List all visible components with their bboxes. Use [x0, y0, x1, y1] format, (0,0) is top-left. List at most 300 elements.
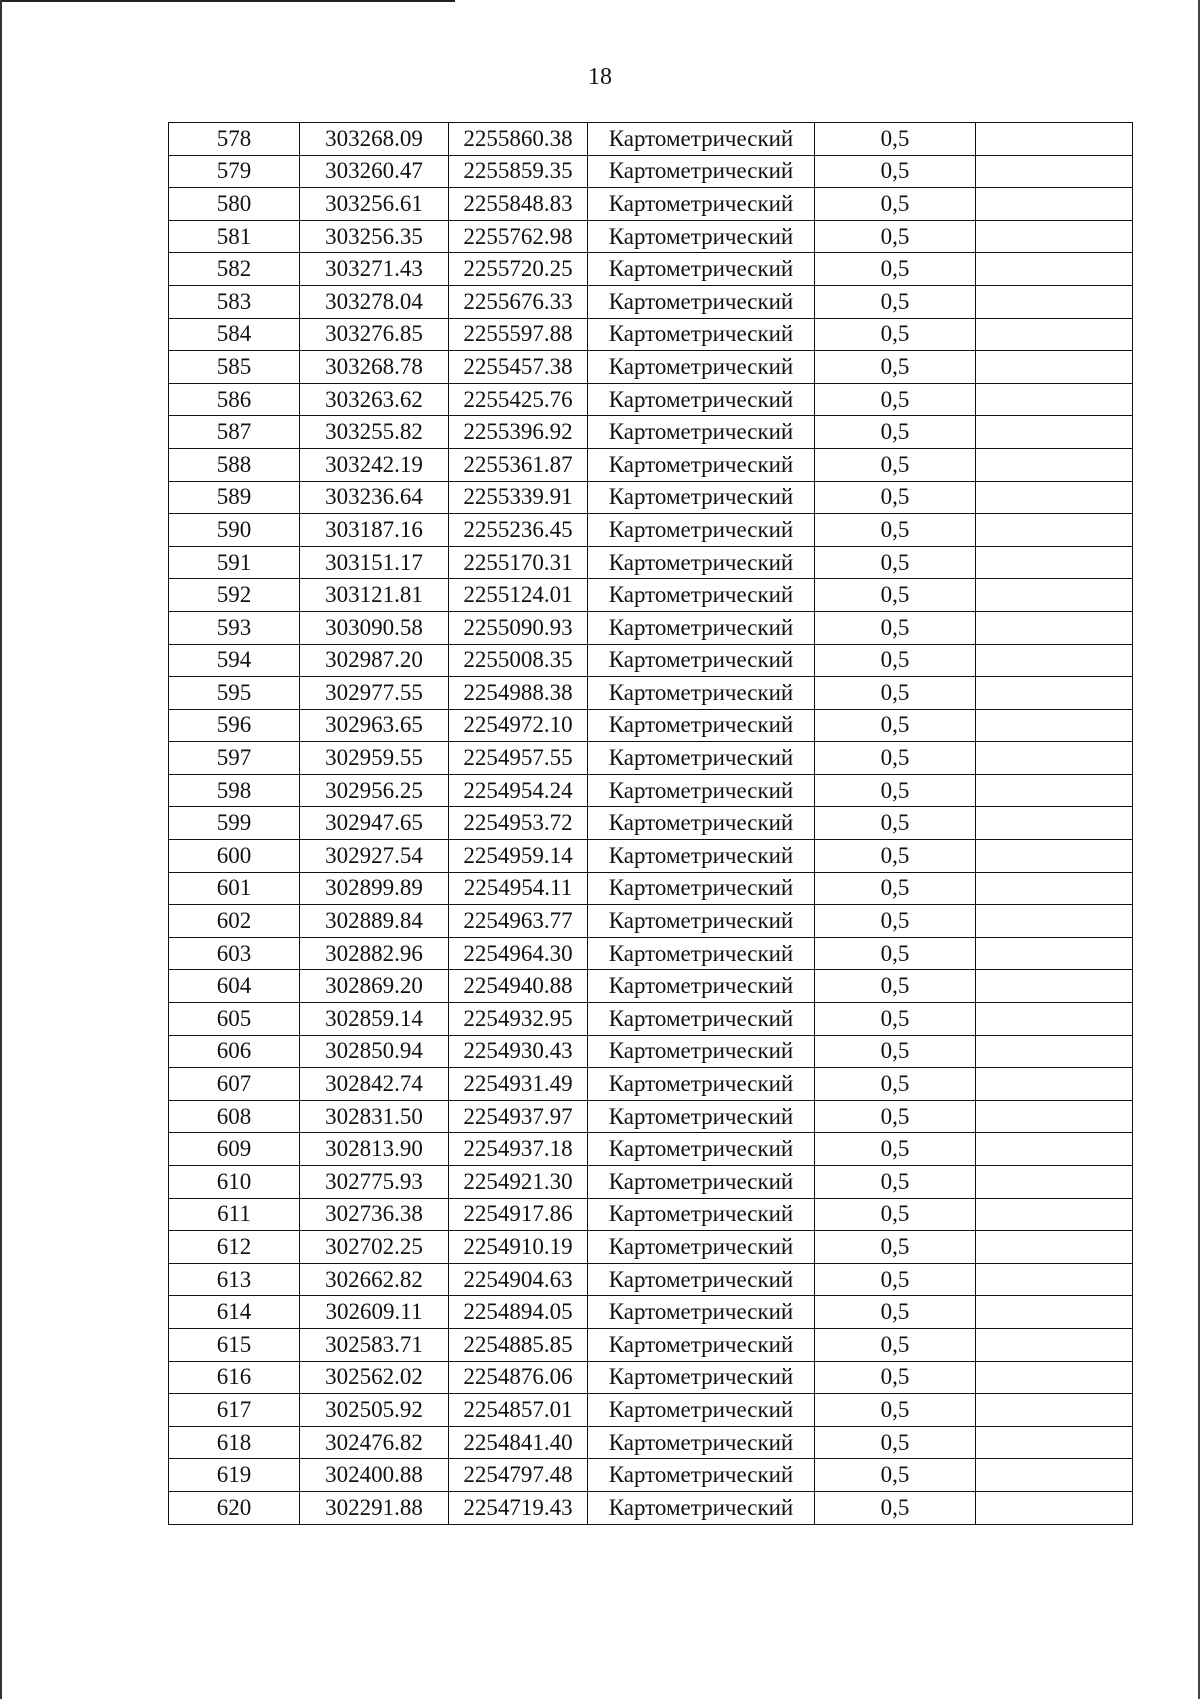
- accuracy-cell: 0,5: [815, 709, 976, 742]
- x-coordinate-cell: 302583.71: [300, 1328, 449, 1361]
- method-cell: Картометрический: [588, 123, 815, 156]
- point-number-cell: 592: [169, 579, 300, 612]
- table-row: [169, 1459, 1133, 1492]
- y-coordinate-cell: 2254894.05: [449, 1296, 588, 1329]
- table-row: [169, 1426, 1133, 1459]
- method-cell: Картометрический: [588, 1361, 815, 1394]
- point-number-cell: 594: [169, 644, 300, 677]
- accuracy-cell: 0,5: [815, 481, 976, 514]
- y-coordinate-cell: 2255339.91: [449, 481, 588, 514]
- note-cell: [976, 1198, 1133, 1231]
- x-coordinate-cell: 303121.81: [300, 579, 449, 612]
- accuracy-cell: 0,5: [815, 383, 976, 416]
- note-cell: [976, 318, 1133, 351]
- note-cell: [976, 514, 1133, 547]
- y-coordinate-cell: 2255720.25: [449, 253, 588, 286]
- y-coordinate-cell: 2255762.98: [449, 220, 588, 253]
- y-coordinate-cell: 2255425.76: [449, 383, 588, 416]
- accuracy-cell: 0,5: [815, 579, 976, 612]
- y-coordinate-cell: 2255848.83: [449, 188, 588, 221]
- method-cell: Картометрический: [588, 383, 815, 416]
- table-row: [169, 1394, 1133, 1427]
- method-cell: Картометрический: [588, 872, 815, 905]
- note-cell: [976, 1361, 1133, 1394]
- note-cell: [976, 1231, 1133, 1264]
- x-coordinate-cell: 303242.19: [300, 448, 449, 481]
- accuracy-cell: 0,5: [815, 285, 976, 318]
- table-row: [169, 188, 1133, 221]
- point-number-cell: 608: [169, 1100, 300, 1133]
- x-coordinate-cell: 303278.04: [300, 285, 449, 318]
- note-cell: [976, 970, 1133, 1003]
- method-cell: Картометрический: [588, 448, 815, 481]
- accuracy-cell: 0,5: [815, 1459, 976, 1492]
- point-number-cell: 582: [169, 253, 300, 286]
- x-coordinate-cell: 302813.90: [300, 1133, 449, 1166]
- y-coordinate-cell: 2254876.06: [449, 1361, 588, 1394]
- method-cell: Картометрический: [588, 546, 815, 579]
- accuracy-cell: 0,5: [815, 1394, 976, 1427]
- point-number-cell: 609: [169, 1133, 300, 1166]
- y-coordinate-cell: 2255597.88: [449, 318, 588, 351]
- note-cell: [976, 905, 1133, 938]
- accuracy-cell: 0,5: [815, 318, 976, 351]
- table-row: [169, 481, 1133, 514]
- y-coordinate-cell: 2254931.49: [449, 1068, 588, 1101]
- table-row: [169, 970, 1133, 1003]
- point-number-cell: 601: [169, 872, 300, 905]
- y-coordinate-cell: 2254930.43: [449, 1035, 588, 1068]
- method-cell: Картометрический: [588, 1198, 815, 1231]
- method-cell: Картометрический: [588, 807, 815, 840]
- point-number-cell: 588: [169, 448, 300, 481]
- table-row: [169, 1491, 1133, 1524]
- method-cell: Картометрический: [588, 1394, 815, 1427]
- method-cell: Картометрический: [588, 1133, 815, 1166]
- note-cell: [976, 742, 1133, 775]
- accuracy-cell: 0,5: [815, 1263, 976, 1296]
- x-coordinate-cell: 303236.64: [300, 481, 449, 514]
- y-coordinate-cell: 2254954.24: [449, 774, 588, 807]
- note-cell: [976, 481, 1133, 514]
- accuracy-cell: 0,5: [815, 1426, 976, 1459]
- point-number-cell: 583: [169, 285, 300, 318]
- point-number-cell: 616: [169, 1361, 300, 1394]
- table-row: [169, 579, 1133, 612]
- table-row: [169, 1328, 1133, 1361]
- method-cell: Картометрический: [588, 1100, 815, 1133]
- method-cell: Картометрический: [588, 1068, 815, 1101]
- note-cell: [976, 546, 1133, 579]
- point-number-cell: 597: [169, 742, 300, 775]
- accuracy-cell: 0,5: [815, 644, 976, 677]
- table-row: [169, 123, 1133, 156]
- point-number-cell: 595: [169, 677, 300, 710]
- accuracy-cell: 0,5: [815, 1100, 976, 1133]
- method-cell: Картометрический: [588, 318, 815, 351]
- coordinates-table: [168, 122, 1133, 1525]
- table-row: [169, 253, 1133, 286]
- table-row: [169, 840, 1133, 873]
- y-coordinate-cell: 2254953.72: [449, 807, 588, 840]
- note-cell: [976, 1426, 1133, 1459]
- note-cell: [976, 872, 1133, 905]
- point-number-cell: 619: [169, 1459, 300, 1492]
- x-coordinate-cell: 302702.25: [300, 1231, 449, 1264]
- accuracy-cell: 0,5: [815, 546, 976, 579]
- x-coordinate-cell: 302736.38: [300, 1198, 449, 1231]
- x-coordinate-cell: 303260.47: [300, 155, 449, 188]
- y-coordinate-cell: 2254972.10: [449, 709, 588, 742]
- y-coordinate-cell: 2255124.01: [449, 579, 588, 612]
- y-coordinate-cell: 2255457.38: [449, 351, 588, 384]
- point-number-cell: 593: [169, 611, 300, 644]
- accuracy-cell: 0,5: [815, 1491, 976, 1524]
- accuracy-cell: 0,5: [815, 1231, 976, 1264]
- point-number-cell: 584: [169, 318, 300, 351]
- table-row: [169, 1133, 1133, 1166]
- method-cell: Картометрический: [588, 677, 815, 710]
- accuracy-cell: 0,5: [815, 1198, 976, 1231]
- x-coordinate-cell: 302775.93: [300, 1166, 449, 1199]
- accuracy-cell: 0,5: [815, 611, 976, 644]
- note-cell: [976, 807, 1133, 840]
- method-cell: Картометрический: [588, 481, 815, 514]
- table-row: [169, 1166, 1133, 1199]
- x-coordinate-cell: 303263.62: [300, 383, 449, 416]
- method-cell: Картометрический: [588, 905, 815, 938]
- y-coordinate-cell: 2254959.14: [449, 840, 588, 873]
- y-coordinate-cell: 2255170.31: [449, 546, 588, 579]
- y-coordinate-cell: 2254940.88: [449, 970, 588, 1003]
- table-row: [169, 1263, 1133, 1296]
- x-coordinate-cell: 302959.55: [300, 742, 449, 775]
- y-coordinate-cell: 2254954.11: [449, 872, 588, 905]
- point-number-cell: 617: [169, 1394, 300, 1427]
- accuracy-cell: 0,5: [815, 1166, 976, 1199]
- accuracy-cell: 0,5: [815, 677, 976, 710]
- point-number-cell: 603: [169, 937, 300, 970]
- method-cell: Картометрический: [588, 1426, 815, 1459]
- method-cell: Картометрический: [588, 742, 815, 775]
- y-coordinate-cell: 2254857.01: [449, 1394, 588, 1427]
- table-row: [169, 1035, 1133, 1068]
- note-cell: [976, 285, 1133, 318]
- point-number-cell: 580: [169, 188, 300, 221]
- y-coordinate-cell: 2255676.33: [449, 285, 588, 318]
- point-number-cell: 578: [169, 123, 300, 156]
- note-cell: [976, 123, 1133, 156]
- y-coordinate-cell: 2255008.35: [449, 644, 588, 677]
- note-cell: [976, 1100, 1133, 1133]
- y-coordinate-cell: 2254957.55: [449, 742, 588, 775]
- scan-edge-left: [0, 0, 2, 1699]
- point-number-cell: 604: [169, 970, 300, 1003]
- x-coordinate-cell: 303271.43: [300, 253, 449, 286]
- method-cell: Картометрический: [588, 1166, 815, 1199]
- note-cell: [976, 155, 1133, 188]
- table-row: [169, 448, 1133, 481]
- y-coordinate-cell: 2255860.38: [449, 123, 588, 156]
- accuracy-cell: 0,5: [815, 514, 976, 547]
- accuracy-cell: 0,5: [815, 220, 976, 253]
- y-coordinate-cell: 2254921.30: [449, 1166, 588, 1199]
- note-cell: [976, 351, 1133, 384]
- accuracy-cell: 0,5: [815, 742, 976, 775]
- accuracy-cell: 0,5: [815, 188, 976, 221]
- x-coordinate-cell: 302963.65: [300, 709, 449, 742]
- x-coordinate-cell: 302850.94: [300, 1035, 449, 1068]
- point-number-cell: 581: [169, 220, 300, 253]
- accuracy-cell: 0,5: [815, 155, 976, 188]
- method-cell: Картометрический: [588, 188, 815, 221]
- table-row: [169, 644, 1133, 677]
- x-coordinate-cell: 302400.88: [300, 1459, 449, 1492]
- y-coordinate-cell: 2254797.48: [449, 1459, 588, 1492]
- y-coordinate-cell: 2254963.77: [449, 905, 588, 938]
- table-row: [169, 611, 1133, 644]
- point-number-cell: 596: [169, 709, 300, 742]
- accuracy-cell: 0,5: [815, 1035, 976, 1068]
- note-cell: [976, 1459, 1133, 1492]
- note-cell: [976, 253, 1133, 286]
- note-cell: [976, 677, 1133, 710]
- note-cell: [976, 1133, 1133, 1166]
- method-cell: Картометрический: [588, 937, 815, 970]
- x-coordinate-cell: 302291.88: [300, 1491, 449, 1524]
- note-cell: [976, 383, 1133, 416]
- x-coordinate-cell: 303256.61: [300, 188, 449, 221]
- accuracy-cell: 0,5: [815, 351, 976, 384]
- note-cell: [976, 220, 1133, 253]
- accuracy-cell: 0,5: [815, 448, 976, 481]
- y-coordinate-cell: 2255361.87: [449, 448, 588, 481]
- x-coordinate-cell: 302562.02: [300, 1361, 449, 1394]
- point-number-cell: 607: [169, 1068, 300, 1101]
- point-number-cell: 610: [169, 1166, 300, 1199]
- point-number-cell: 612: [169, 1231, 300, 1264]
- x-coordinate-cell: 302987.20: [300, 644, 449, 677]
- y-coordinate-cell: 2255396.92: [449, 416, 588, 449]
- method-cell: Картометрический: [588, 1231, 815, 1264]
- y-coordinate-cell: 2254932.95: [449, 1003, 588, 1036]
- accuracy-cell: 0,5: [815, 1003, 976, 1036]
- x-coordinate-cell: 302899.89: [300, 872, 449, 905]
- note-cell: [976, 709, 1133, 742]
- note-cell: [976, 1263, 1133, 1296]
- method-cell: Картометрический: [588, 1459, 815, 1492]
- method-cell: Картометрический: [588, 774, 815, 807]
- method-cell: Картометрический: [588, 220, 815, 253]
- accuracy-cell: 0,5: [815, 937, 976, 970]
- point-number-cell: 600: [169, 840, 300, 873]
- x-coordinate-cell: 302882.96: [300, 937, 449, 970]
- x-coordinate-cell: 303255.82: [300, 416, 449, 449]
- note-cell: [976, 579, 1133, 612]
- point-number-cell: 579: [169, 155, 300, 188]
- table-row: [169, 1003, 1133, 1036]
- accuracy-cell: 0,5: [815, 872, 976, 905]
- page-number: 18: [588, 64, 612, 90]
- x-coordinate-cell: 302977.55: [300, 677, 449, 710]
- y-coordinate-cell: 2254937.97: [449, 1100, 588, 1133]
- x-coordinate-cell: 302927.54: [300, 840, 449, 873]
- x-coordinate-cell: 302609.11: [300, 1296, 449, 1329]
- accuracy-cell: 0,5: [815, 1361, 976, 1394]
- scan-edge-top: [0, 0, 455, 2]
- accuracy-cell: 0,5: [815, 840, 976, 873]
- table-row: [169, 351, 1133, 384]
- x-coordinate-cell: 302476.82: [300, 1426, 449, 1459]
- note-cell: [976, 937, 1133, 970]
- accuracy-cell: 0,5: [815, 123, 976, 156]
- x-coordinate-cell: 303276.85: [300, 318, 449, 351]
- x-coordinate-cell: 302869.20: [300, 970, 449, 1003]
- note-cell: [976, 1068, 1133, 1101]
- accuracy-cell: 0,5: [815, 807, 976, 840]
- y-coordinate-cell: 2254910.19: [449, 1231, 588, 1264]
- x-coordinate-cell: 302831.50: [300, 1100, 449, 1133]
- y-coordinate-cell: 2254937.18: [449, 1133, 588, 1166]
- point-number-cell: 585: [169, 351, 300, 384]
- x-coordinate-cell: 302662.82: [300, 1263, 449, 1296]
- table-row: [169, 1231, 1133, 1264]
- method-cell: Картометрический: [588, 709, 815, 742]
- y-coordinate-cell: 2254885.85: [449, 1328, 588, 1361]
- note-cell: [976, 774, 1133, 807]
- x-coordinate-cell: 302842.74: [300, 1068, 449, 1101]
- point-number-cell: 618: [169, 1426, 300, 1459]
- method-cell: Картометрический: [588, 644, 815, 677]
- table-row: [169, 1068, 1133, 1101]
- point-number-cell: 602: [169, 905, 300, 938]
- method-cell: Картометрический: [588, 155, 815, 188]
- x-coordinate-cell: 303151.17: [300, 546, 449, 579]
- note-cell: [976, 1394, 1133, 1427]
- table-row: [169, 514, 1133, 547]
- note-cell: [976, 1491, 1133, 1524]
- note-cell: [976, 1035, 1133, 1068]
- note-cell: [976, 611, 1133, 644]
- table-row: [169, 677, 1133, 710]
- accuracy-cell: 0,5: [815, 1133, 976, 1166]
- method-cell: Картометрический: [588, 1003, 815, 1036]
- method-cell: Картометрический: [588, 1328, 815, 1361]
- table-row: [169, 285, 1133, 318]
- point-number-cell: 613: [169, 1263, 300, 1296]
- x-coordinate-cell: 303090.58: [300, 611, 449, 644]
- y-coordinate-cell: 2254904.63: [449, 1263, 588, 1296]
- point-number-cell: 591: [169, 546, 300, 579]
- note-cell: [976, 644, 1133, 677]
- table-row: [169, 807, 1133, 840]
- note-cell: [976, 448, 1133, 481]
- x-coordinate-cell: 303256.35: [300, 220, 449, 253]
- method-cell: Картометрический: [588, 253, 815, 286]
- y-coordinate-cell: 2254964.30: [449, 937, 588, 970]
- table-row: [169, 937, 1133, 970]
- table-row: [169, 318, 1133, 351]
- table-row: [169, 905, 1133, 938]
- note-cell: [976, 840, 1133, 873]
- table-row: [169, 155, 1133, 188]
- method-cell: Картометрический: [588, 1491, 815, 1524]
- accuracy-cell: 0,5: [815, 970, 976, 1003]
- method-cell: Картометрический: [588, 285, 815, 318]
- method-cell: Картометрический: [588, 351, 815, 384]
- method-cell: Картометрический: [588, 514, 815, 547]
- y-coordinate-cell: 2254988.38: [449, 677, 588, 710]
- point-number-cell: 590: [169, 514, 300, 547]
- table-row: [169, 1296, 1133, 1329]
- accuracy-cell: 0,5: [815, 416, 976, 449]
- table-row: [169, 1100, 1133, 1133]
- point-number-cell: 620: [169, 1491, 300, 1524]
- x-coordinate-cell: 303187.16: [300, 514, 449, 547]
- method-cell: Картометрический: [588, 840, 815, 873]
- table-row: [169, 774, 1133, 807]
- accuracy-cell: 0,5: [815, 1296, 976, 1329]
- table-row: [169, 709, 1133, 742]
- method-cell: Картометрический: [588, 970, 815, 1003]
- x-coordinate-cell: 303268.09: [300, 123, 449, 156]
- point-number-cell: 589: [169, 481, 300, 514]
- note-cell: [976, 188, 1133, 221]
- y-coordinate-cell: 2254917.86: [449, 1198, 588, 1231]
- method-cell: Картометрический: [588, 1263, 815, 1296]
- y-coordinate-cell: 2254841.40: [449, 1426, 588, 1459]
- coordinates-table-body: [169, 123, 1133, 1525]
- point-number-cell: 606: [169, 1035, 300, 1068]
- table-row: [169, 1361, 1133, 1394]
- note-cell: [976, 1296, 1133, 1329]
- method-cell: Картометрический: [588, 1296, 815, 1329]
- point-number-cell: 599: [169, 807, 300, 840]
- accuracy-cell: 0,5: [815, 1328, 976, 1361]
- note-cell: [976, 1328, 1133, 1361]
- point-number-cell: 611: [169, 1198, 300, 1231]
- x-coordinate-cell: 302956.25: [300, 774, 449, 807]
- method-cell: Картометрический: [588, 579, 815, 612]
- point-number-cell: 598: [169, 774, 300, 807]
- point-number-cell: 615: [169, 1328, 300, 1361]
- point-number-cell: 614: [169, 1296, 300, 1329]
- x-coordinate-cell: 302947.65: [300, 807, 449, 840]
- x-coordinate-cell: 302889.84: [300, 905, 449, 938]
- method-cell: Картометрический: [588, 611, 815, 644]
- note-cell: [976, 1003, 1133, 1036]
- table-row: [169, 416, 1133, 449]
- point-number-cell: 605: [169, 1003, 300, 1036]
- accuracy-cell: 0,5: [815, 774, 976, 807]
- note-cell: [976, 1166, 1133, 1199]
- accuracy-cell: 0,5: [815, 905, 976, 938]
- method-cell: Картометрический: [588, 416, 815, 449]
- x-coordinate-cell: 303268.78: [300, 351, 449, 384]
- y-coordinate-cell: 2255090.93: [449, 611, 588, 644]
- table-row: [169, 220, 1133, 253]
- table-row: [169, 1198, 1133, 1231]
- note-cell: [976, 416, 1133, 449]
- table-row: [169, 383, 1133, 416]
- y-coordinate-cell: 2254719.43: [449, 1491, 588, 1524]
- y-coordinate-cell: 2255236.45: [449, 514, 588, 547]
- x-coordinate-cell: 302505.92: [300, 1394, 449, 1427]
- y-coordinate-cell: 2255859.35: [449, 155, 588, 188]
- table-row: [169, 872, 1133, 905]
- point-number-cell: 587: [169, 416, 300, 449]
- accuracy-cell: 0,5: [815, 1068, 976, 1101]
